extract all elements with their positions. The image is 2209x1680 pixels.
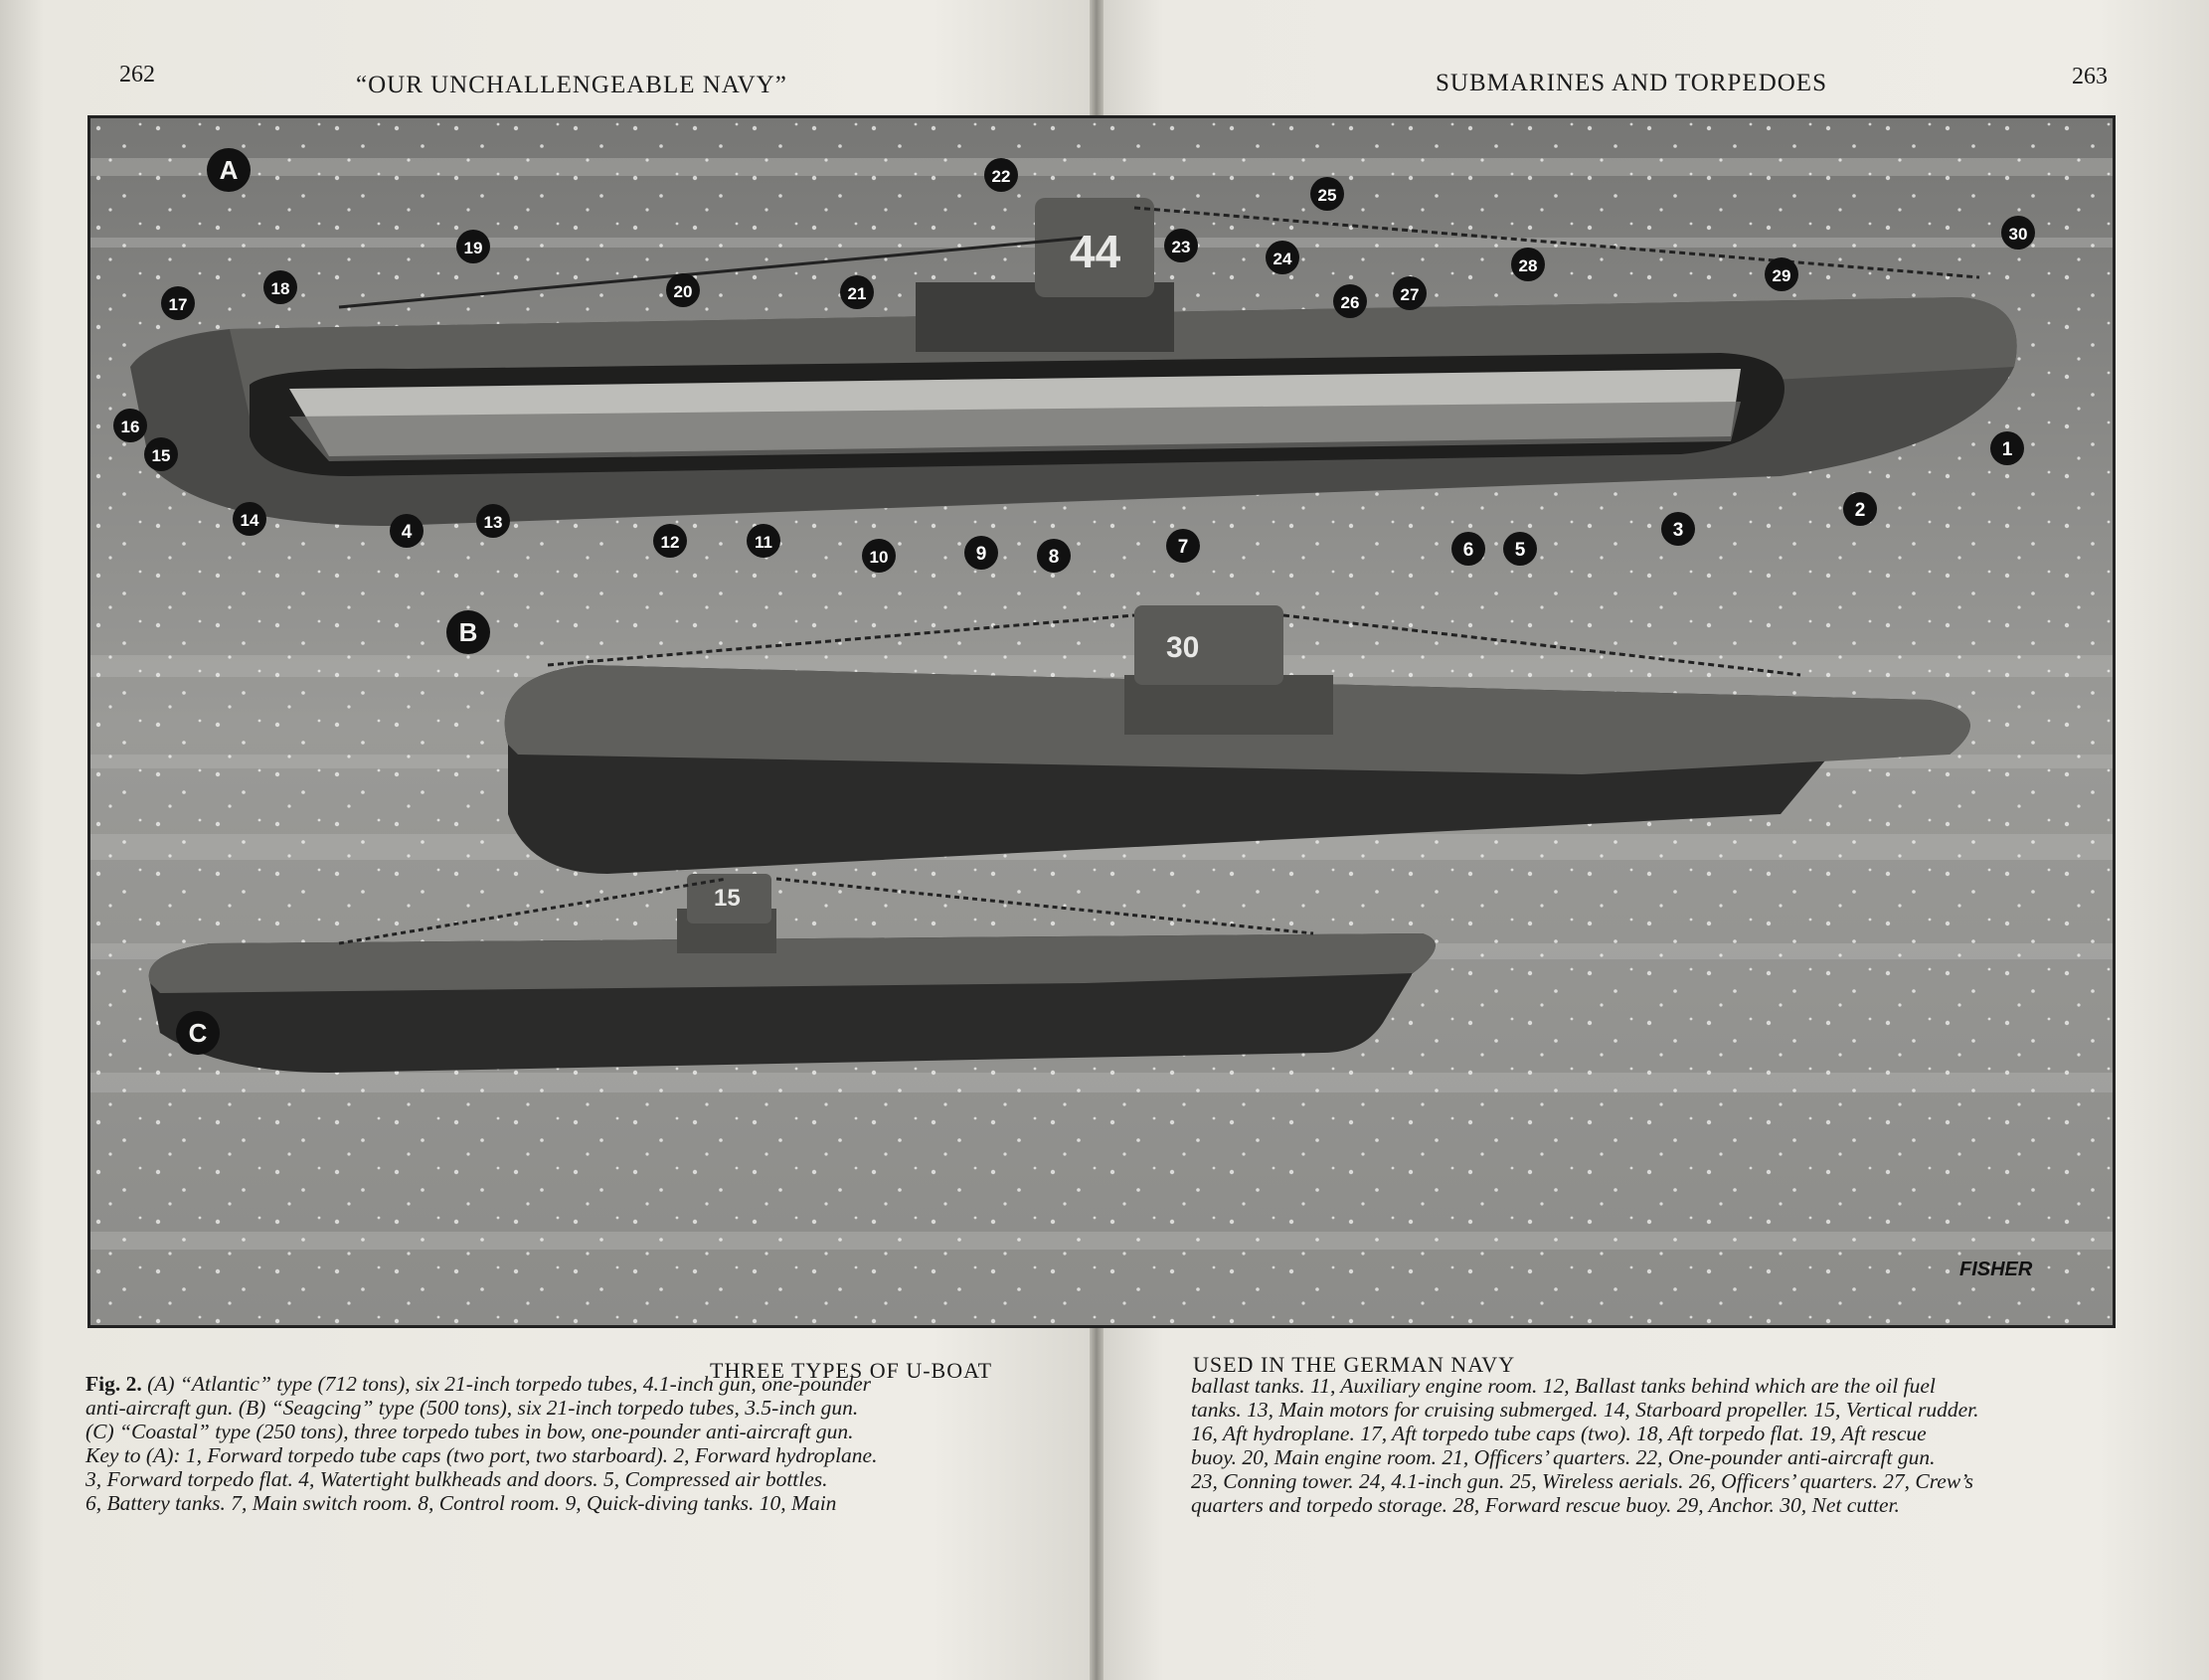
svg-text:8: 8: [1048, 547, 1060, 568]
callout-28: [1511, 248, 1545, 281]
svg-text:14: 14: [240, 511, 259, 530]
hull-number-a: 44: [1070, 226, 1121, 277]
svg-text:A: A: [219, 155, 239, 185]
callout-17: [161, 286, 195, 320]
callout-23: [1164, 229, 1198, 262]
svg-text:B: B: [458, 617, 478, 647]
callout-24: [1266, 241, 1299, 274]
svg-text:18: 18: [270, 279, 290, 298]
hull-number-c: 15: [714, 885, 741, 912]
callout-14: [233, 502, 266, 536]
figure-heading-left: THREE TYPES OF U-BOAT: [710, 1358, 993, 1383]
right-page-number: 263: [2072, 64, 2108, 89]
svg-text:15: 15: [151, 446, 171, 465]
callout-20: [666, 273, 700, 307]
callout-16: [113, 409, 147, 442]
svg-text:23: 23: [1171, 238, 1191, 256]
callout-6: [1451, 532, 1485, 566]
caption-line: anti-aircraft gun. (B) “Seagcing” type (500 tons), six 21-inch torpedo tubes, 3.5-inch gun.: [85, 1396, 859, 1420]
svg-text:9: 9: [975, 544, 987, 565]
caption-left: [85, 1372, 1014, 1515]
callout-30: [2001, 216, 2035, 250]
hull-number-b: 30: [1166, 631, 1200, 664]
left-running-title: “OUR UNCHALLENGEABLE NAVY”: [356, 72, 787, 98]
svg-text:7: 7: [1177, 537, 1189, 558]
caption-line: 6, Battery tanks. 7, Main switch room. 8, Control room. 9, Quick-diving tanks. 10, Main: [85, 1491, 837, 1515]
svg-text:28: 28: [1518, 256, 1538, 275]
artist-signature: FISHER: [1959, 1259, 2033, 1280]
svg-text:21: 21: [847, 284, 867, 303]
callout-27: [1393, 276, 1427, 310]
svg-text:3: 3: [1672, 520, 1684, 541]
callout-9: [964, 536, 998, 570]
svg-text:26: 26: [1340, 293, 1360, 312]
caption-line: tanks. 13, Main motors for cruising submerged. 14, Starboard propeller. 15, Vertical rudder.: [1191, 1398, 1979, 1422]
caption-line: ballast tanks. 11, Auxiliary engine room. 12, Ballast tanks behind which are the oil fuel: [1191, 1374, 1936, 1398]
svg-text:1: 1: [2001, 439, 2013, 460]
caption-line: 16, Aft hydroplane. 17, Aft torpedo tube caps (two). 18, Aft torpedo flat. 19, Aft rescue: [1191, 1422, 1927, 1445]
svg-text:11: 11: [755, 533, 772, 552]
callout-7: [1166, 529, 1200, 563]
callout-5: [1503, 532, 1537, 566]
svg-text:6: 6: [1462, 540, 1474, 561]
svg-text:25: 25: [1317, 186, 1337, 205]
callout-29: [1765, 257, 1798, 291]
callout-4: [390, 514, 424, 548]
callout-2: [1843, 492, 1877, 526]
caption-line: buoy. 20, Main engine room. 21, Officers’ quarters. 22, One-pounder anti-aircraft gun.: [1191, 1445, 1936, 1469]
callout-12: [653, 524, 687, 558]
svg-text:22: 22: [991, 167, 1011, 186]
svg-text:19: 19: [463, 239, 483, 257]
svg-text:C: C: [188, 1018, 208, 1048]
panel-letter-c: [176, 1011, 220, 1055]
panel-letter-b: [446, 610, 490, 654]
callout-19: [456, 230, 490, 263]
caption-line: quarters and torpedo storage. 28, Forward rescue buoy. 29, Anchor. 30, Net cutter.: [1191, 1493, 1900, 1517]
caption-line: Fig. 2. (A) “Atlantic” type (712 tons), six 21-inch torpedo tubes, 4.1-inch gun, one-pounder: [85, 1372, 872, 1396]
callout-11: [747, 524, 780, 558]
svg-text:20: 20: [673, 282, 693, 301]
callout-8: [1037, 539, 1071, 573]
svg-text:29: 29: [1772, 266, 1791, 285]
svg-text:24: 24: [1273, 250, 1292, 268]
svg-text:17: 17: [168, 295, 188, 314]
callout-1: [1990, 431, 2024, 465]
caption-line: Key to (A): 1, Forward torpedo tube caps (two port, two starboard). 2, Forward hydroplane.: [85, 1443, 878, 1467]
left-page-number: 262: [119, 62, 155, 87]
callout-10: [862, 539, 896, 573]
svg-text:2: 2: [1854, 500, 1866, 521]
callout-3: [1661, 512, 1695, 546]
svg-text:4: 4: [401, 522, 413, 543]
caption-line: (C) “Coastal” type (250 tons), three torpedo tubes in bow, one-pounder anti-aircraft gun.: [85, 1420, 854, 1443]
callout-13: [476, 504, 510, 538]
figure-heading-right: USED IN THE GERMAN NAVY: [1193, 1352, 1516, 1377]
svg-text:27: 27: [1400, 285, 1420, 304]
callout-26: [1333, 284, 1367, 318]
callout-22: [984, 158, 1018, 192]
svg-text:12: 12: [660, 533, 680, 552]
caption-line: 23, Conning tower. 24, 4.1-inch gun. 25, Wireless aerials. 26, Officers’ quarters. 27, Crew’s: [1191, 1469, 1973, 1493]
svg-text:30: 30: [2008, 225, 2028, 244]
uboat-illustration-plate: [87, 115, 2116, 1328]
right-running-title: SUBMARINES AND TORPEDOES: [1436, 70, 1827, 96]
callout-25: [1310, 177, 1344, 211]
caption-right: [1191, 1374, 2120, 1517]
svg-text:5: 5: [1514, 540, 1526, 561]
callout-15: [144, 437, 178, 471]
callout-21: [840, 275, 874, 309]
svg-text:16: 16: [120, 418, 140, 436]
panel-letter-a: [207, 148, 251, 192]
svg-text:10: 10: [869, 548, 889, 567]
svg-text:13: 13: [483, 513, 503, 532]
caption-line: 3, Forward torpedo flat. 4, Watertight bulkheads and doors. 5, Compressed air bottles.: [85, 1467, 828, 1491]
callout-18: [263, 270, 297, 304]
figure-label: Fig. 2.: [85, 1372, 142, 1396]
